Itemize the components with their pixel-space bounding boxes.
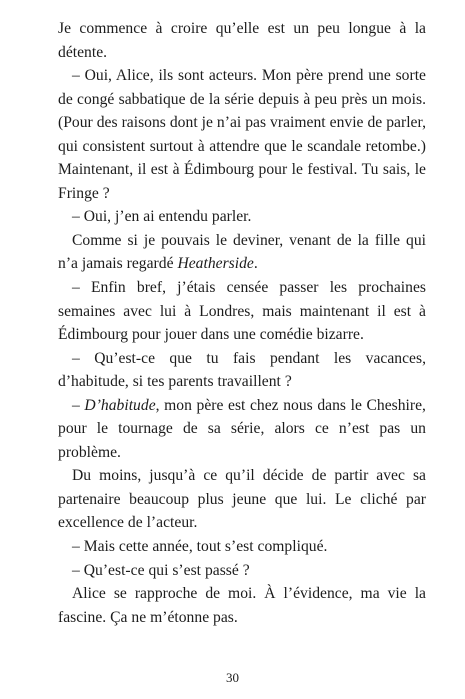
paragraph — [58, 559, 426, 583]
text-run: Comme si je pouvais le deviner, venant de la fille qui n’a jamais regardé — [58, 231, 426, 273]
paragraph — [58, 17, 426, 64]
text-run: Du moins, jusqu’à ce qu’il décide de partir avec sa partenaire beaucoup plus jeune que lui. Le cliché par excellence de l’acteur. — [58, 467, 426, 532]
paragraph — [58, 394, 426, 465]
paragraph — [58, 229, 426, 276]
text-run: – Enfin bref, j’étais censée passer les prochaines semaines avec lui à Londres, mais maintenant il est à Édimbourg pour jouer dans une comédie bizarre. — [58, 279, 426, 344]
text-run: – Qu’est-ce que tu fais pendant les vacances, d’habitude, si tes parents travaillent ? — [58, 349, 426, 391]
italic-text: D’habitude — [84, 396, 156, 414]
text-run: – Qu’est-ce qui s’est passé ? — [72, 561, 250, 579]
paragraph — [58, 535, 426, 559]
text-run: Je commence à croire qu’elle est un peu longue à la détente. — [58, 20, 426, 61]
body-text — [58, 17, 426, 629]
text-run: – Oui, j’en ai entendu parler. — [72, 208, 252, 226]
paragraph — [58, 205, 426, 229]
text-run: , mon père est chez nous dans le Cheshire, pour le tournage de sa série, alors ce n’est pas un problème. — [58, 396, 426, 461]
paragraph — [58, 276, 426, 347]
paragraph — [58, 347, 426, 394]
paragraph — [58, 64, 426, 205]
text-run: – Oui, Alice, ils sont acteurs. Mon père prend une sorte de congé sabbatique de la série depuis à peu près un mois. (Pour des raisons dont je n’ai pas vraiment envie de parler, qui consistent surtout à attendre que le scandale retombe.) Maintenant, il est à Édimbourg pour le festival. Tu sais, le Fringe ? — [58, 67, 426, 202]
text-run: – — [72, 396, 85, 414]
paragraph — [58, 582, 426, 629]
page-number: 30 — [226, 670, 239, 685]
italic-text: Heatherside — [177, 255, 254, 273]
text-run: Alice se rapproche de moi. À l’évidence, ma vie la fascine. Ça ne m’étonne pas. — [58, 585, 426, 626]
text-run: – Mais cette année, tout s’est compliqué. — [72, 538, 328, 556]
paragraph — [58, 464, 426, 535]
text-run: . — [253, 255, 258, 273]
